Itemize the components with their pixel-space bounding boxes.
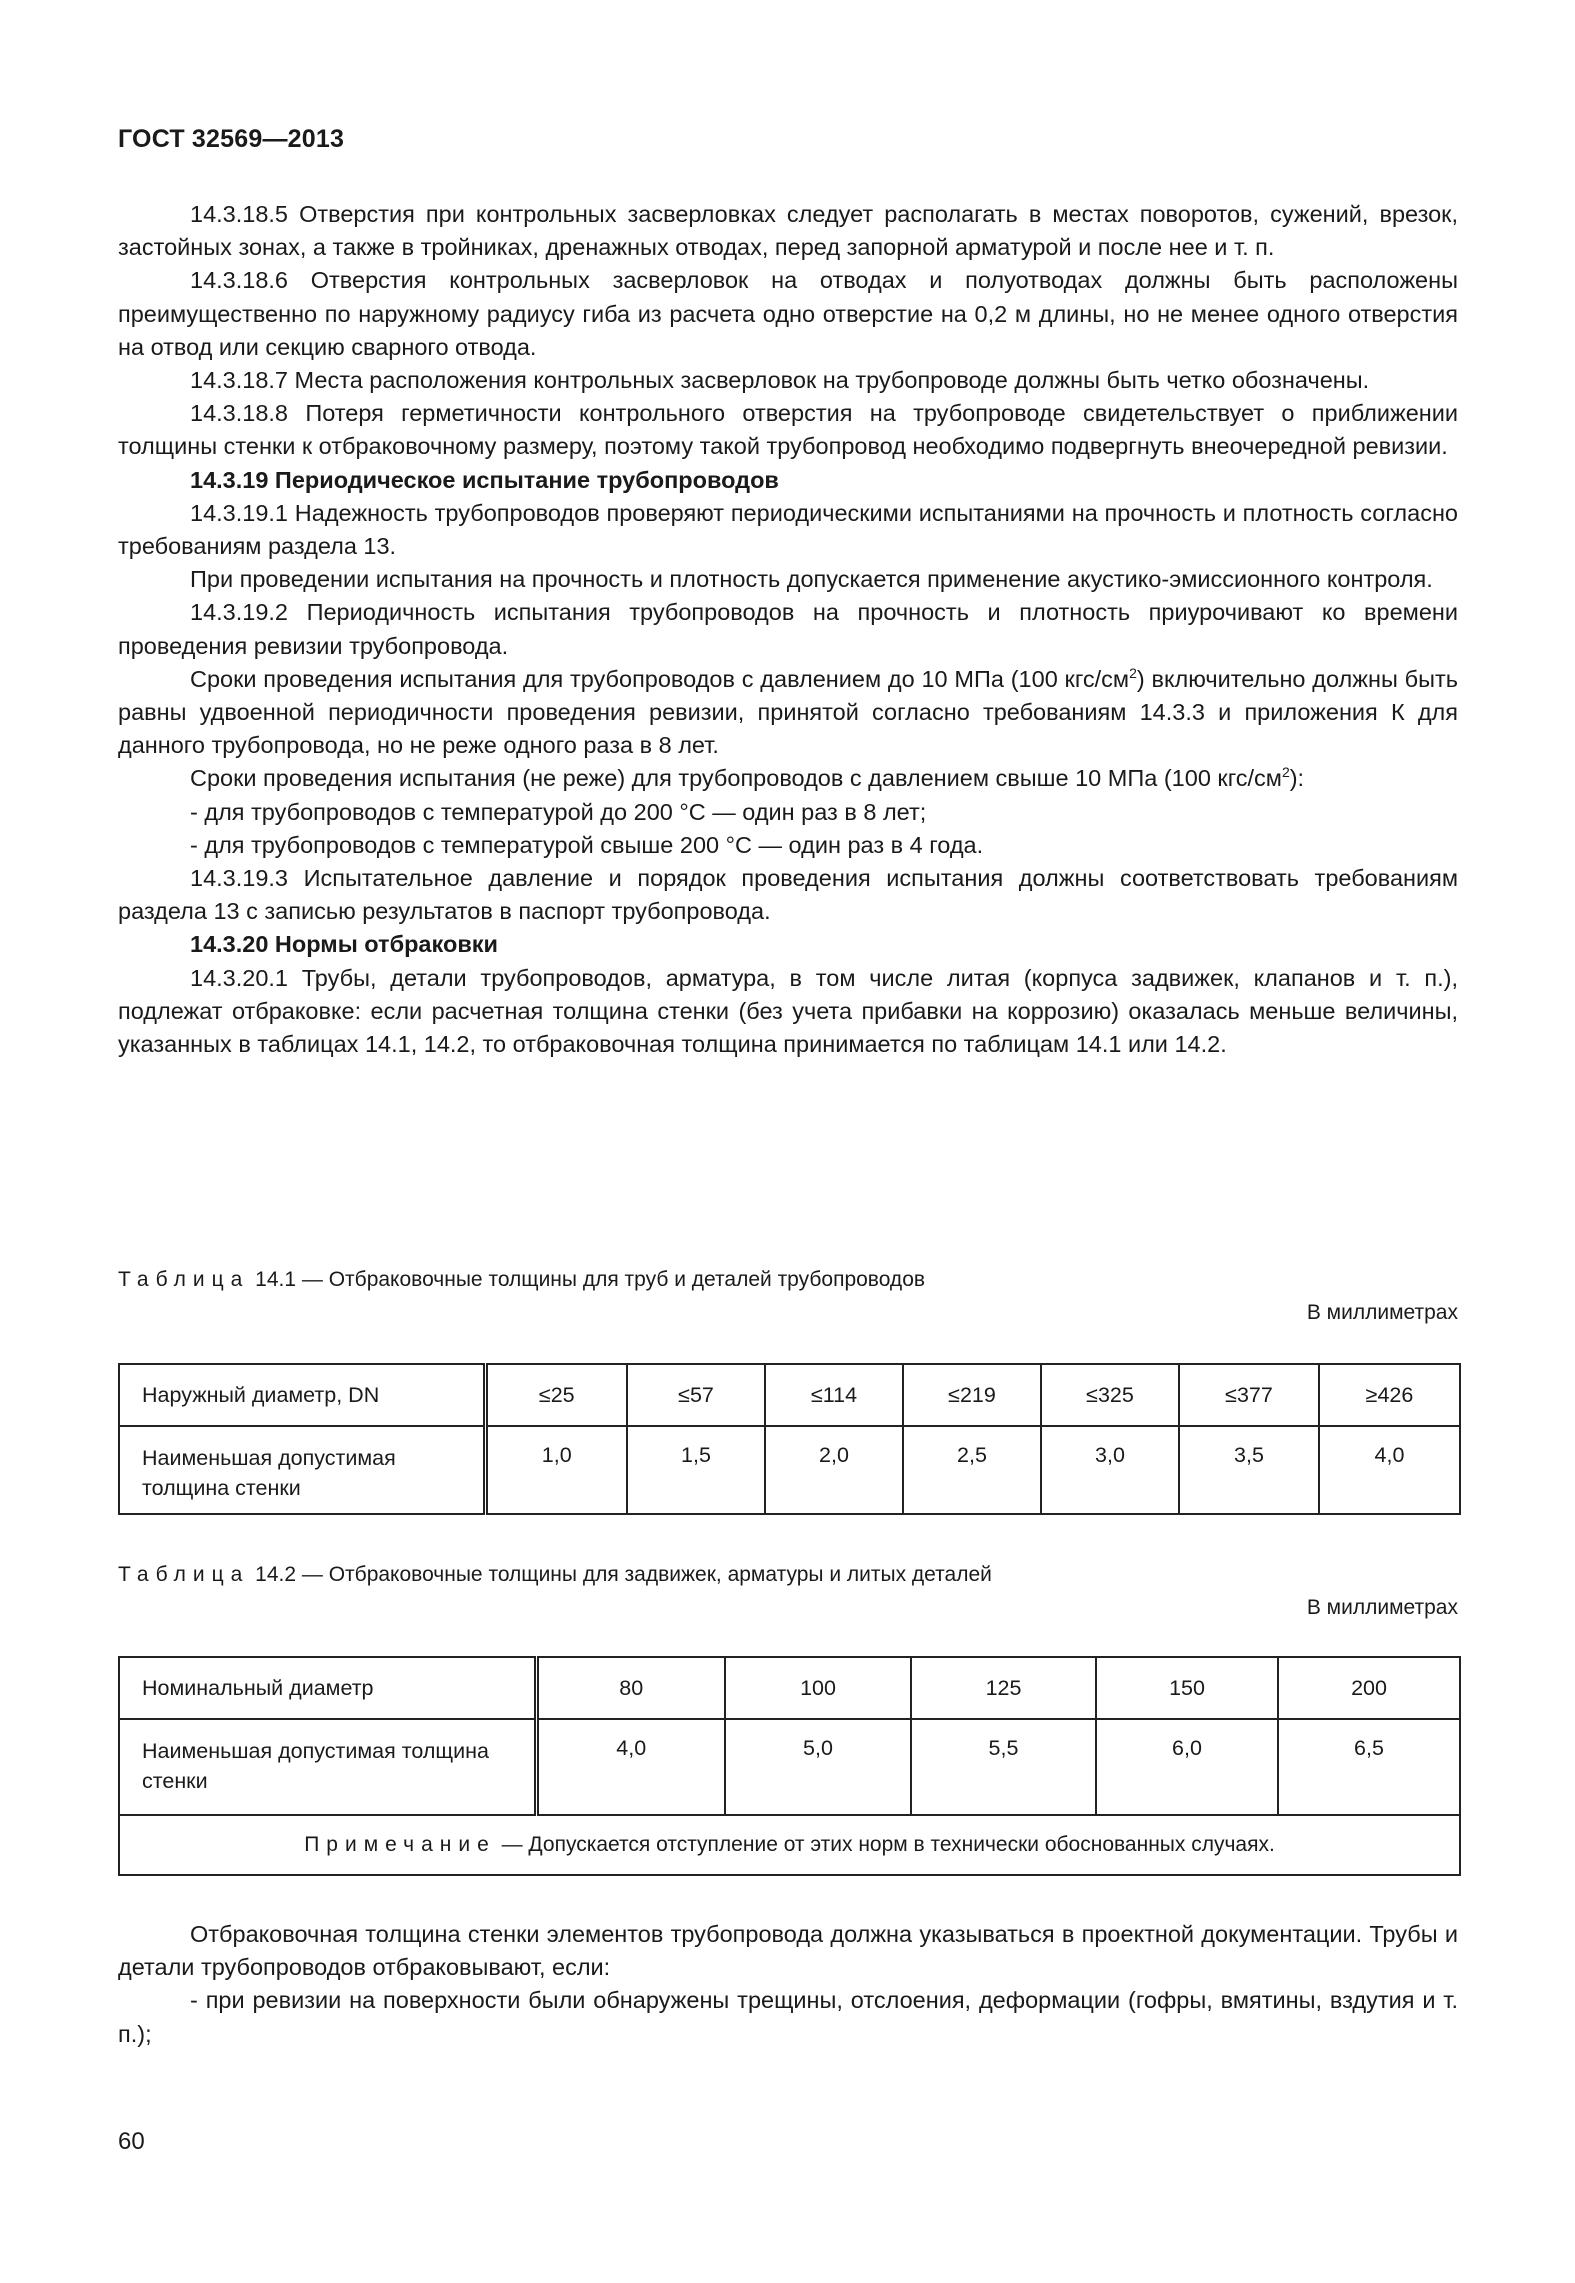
table-cell: ≤114 [765,1364,903,1426]
section-heading-text: 14.3.20 Нормы отбраковки [190,931,498,958]
paragraph: 14.3.20.1 Трубы, детали трубопроводов, арматура, в том числе литая (корпуса задвижек, клапанов и т. п.), подлежат отбраковке: если расчетная толщина стенки (без учета прибавки на коррозию) оказалась меньше величины, указанных в таблицах 14.1, 14.2, то отбраковочная толщина принимается по таблицам 14.1 или 14.2. [118,964,1458,1058]
table-units: В миллиметрах [1306,1301,1458,1324]
table-cell: ≤377 [1179,1364,1319,1426]
table-note [119,1815,1460,1875]
table-row [119,1364,1460,1426]
table-caption-word: Таблица [118,1268,250,1291]
table-cell: 100 [725,1657,911,1719]
table-row [119,1657,1460,1719]
table-cell: 5,5 [911,1719,1096,1815]
table-caption-text: 14.1 — Отбраковочные толщины для труб и деталей трубопроводов [249,1268,926,1291]
paragraph [118,762,1458,795]
section-heading [118,928,1458,961]
table-cell: 125 [911,1657,1096,1719]
row-label: Наружный диаметр, DN [119,1364,485,1426]
table-cell: 3,0 [1041,1426,1179,1514]
body-text [118,198,1458,1061]
page-number: 60 [118,2128,145,2155]
table-cell: 1,5 [627,1426,765,1514]
table-14-1 [118,1363,1461,1515]
table-cell: 2,0 [765,1426,903,1514]
table-cell: 4,0 [1319,1426,1460,1514]
list-item: - для трубопроводов с температурой до 200 °С — один раз в 8 лет; [190,798,927,825]
table-cell: ≤219 [903,1364,1041,1426]
table-14-2 [118,1656,1461,1876]
table-cell: 80 [536,1657,725,1719]
table-cell: 6,5 [1278,1719,1460,1815]
table-cell: 3,5 [1179,1426,1319,1514]
table-cell: 2,5 [903,1426,1041,1514]
table-note-text: — Допускается отступление от этих норм в технически обоснованных случаях. [495,1833,1275,1856]
paragraph-text: ): [1289,765,1305,792]
paragraph: 14.3.19.2 Периодичность испытания трубопроводов на прочность и плотность приурочивают ко времени проведения ревизии трубопровода. [118,599,1458,659]
paragraph: 14.3.19.1 Надежность трубопроводов проверяют периодическими испытаниями на прочность и плотность согласно требованиям раздела 13. [118,499,1458,560]
paragraph: Отбраковочная толщина стенки элементов трубопровода должна указываться в проектной документации. Трубы и детали трубопроводов отбраковывают, если: [118,1921,1458,1981]
table-caption-text: 14.2 — Отбраковочные толщины для задвижек, арматуры и литых деталей [249,1563,992,1586]
row-label: Наименьшая допустимая толщина стенки [119,1426,485,1514]
table-cell: 5,0 [725,1719,911,1815]
table-row [119,1719,1460,1815]
table-note-row [119,1815,1460,1875]
table-cell: 150 [1096,1657,1278,1719]
superscript: 2 [1281,764,1290,781]
table-caption [118,1268,925,1292]
table-cell: ≥426 [1319,1364,1460,1426]
paragraph: 14.3.18.8 Потеря герметичности контрольного отверстия на трубопроводе свидетельствует о приближении толщины стенки к отбраковочному размеру, поэтому такой трубопровод необходимо подвергнуть внеочередной ревизии. [118,400,1458,460]
paragraph-text: Сроки проведения испытания для трубопроводов с давлением до 10 МПа (100 кгс/см [190,665,1130,692]
paragraph: 14.3.18.5 Отверстия при контрольных засверловках следует располагать в местах поворотов, сужений, врезок, застойных зонах, а также в тройниках, дренажных отводах, перед запорной арматурой и после нее и т. п. [118,201,1458,261]
table-cell: 4,0 [536,1719,725,1815]
paragraph [118,663,1458,763]
table-cell: 1,0 [485,1426,627,1514]
table-cell: 6,0 [1096,1719,1278,1815]
paragraph: 14.3.19.3 Испытательное давление и порядок проведения испытания должны соответствовать требованиям раздела 13 с записью результатов в паспорт трубопровода. [118,865,1458,925]
table-row [119,1426,1460,1514]
table-cell: ≤325 [1041,1364,1179,1426]
paragraph-text: ) включительно должны быть равны удвоенной периодичности проведения ревизии, принятой согласно требованиям 14.3.3 и приложения К для данного трубопровода, но не реже одного раза в 8 лет. [118,665,1458,759]
table-caption-word: Таблица [118,1563,250,1586]
paragraph-text: Сроки проведения испытания (не реже) для трубопроводов с давлением свыше 10 МПа (100 кгс/см [190,765,1282,792]
paragraph: При проведении испытания на прочность и плотность допускается применение акустико-эмиссионного контроля. [190,566,1433,593]
paragraph: 14.3.18.7 Места расположения контрольных засверловок на трубопроводе должны быть четко обозначены. [190,367,1370,394]
row-label: Номинальный диаметр [119,1657,536,1719]
table-note-word: Примечание [304,1833,496,1856]
section-heading [118,464,1458,497]
table-units: В миллиметрах [1306,1596,1458,1619]
table-cell: 200 [1278,1657,1460,1719]
table-cell: ≤57 [627,1364,765,1426]
document-header: ГОСТ 32569—2013 [118,125,345,153]
list-item: - при ревизии на поверхности были обнаружены трещины, отслоения, деформации (гофры, вмятины, вздутия и т. п.); [118,1987,1458,2047]
table-cell: ≤25 [485,1364,627,1426]
body-text-after-tables [118,1918,1458,2051]
table-caption [118,1563,992,1587]
paragraph: 14.3.18.6 Отверстия контрольных засверловок на отводах и полуотводах должны быть расположены преимущественно по наружному радиусу гиба из расчета одно отверстие на 0,2 м длины, но не менее одного отверстия на отвод или секцию сварного отвода. [118,267,1458,360]
row-label: Наименьшая допустимая толщина стенки [119,1719,536,1815]
section-heading-text: 14.3.19 Периодическое испытание трубопроводов [190,466,779,493]
list-item: - для трубопроводов с температурой свыше 200 °С — один раз в 4 года. [190,831,984,858]
superscript: 2 [1129,664,1137,681]
